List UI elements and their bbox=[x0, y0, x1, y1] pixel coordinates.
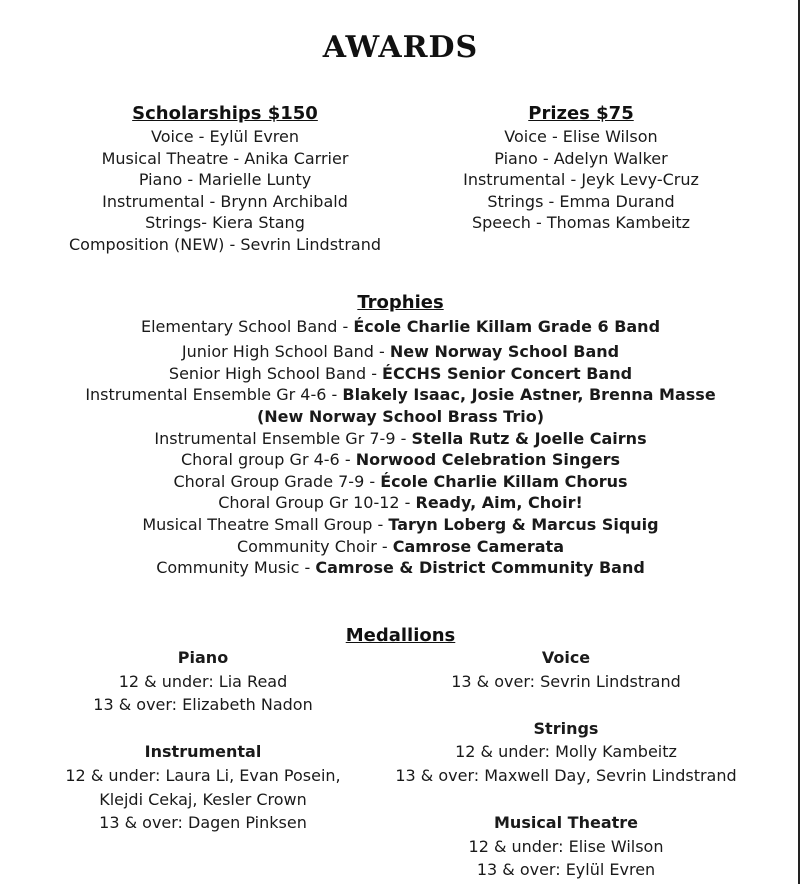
trophy-winner: Stella Rutz & Joelle Cairns bbox=[411, 428, 647, 448]
trophy-winner: École Charlie Killam Chorus bbox=[380, 471, 628, 491]
trophy-category: Community Music - bbox=[156, 558, 316, 578]
scholarship-item: Strings- Kiera Stang bbox=[145, 213, 305, 233]
scholarship-item: Composition (NEW) - Sevrin Lindstrand bbox=[69, 234, 381, 254]
scholarship-item: Voice - Eylül Evren bbox=[150, 127, 299, 146]
trophies-heading: Trophies bbox=[357, 292, 444, 313]
trophy-item bbox=[0, 471, 801, 493]
trophy-winner: Camrose Camerata bbox=[392, 536, 564, 556]
trophy-category: Community Choir - bbox=[237, 536, 393, 556]
trophy-item bbox=[0, 492, 801, 514]
scholarships-heading: Scholarships $150 bbox=[132, 103, 318, 124]
trophy-winner: Blakely Isaac, Josie Astner, Brenna Masse bbox=[342, 385, 716, 405]
medallion-winner: 12 & under: Molly Kambeitz bbox=[455, 742, 677, 762]
spacer bbox=[0, 717, 406, 741]
medallion-category-voice: Voice bbox=[541, 648, 591, 667]
prizes-heading: Prizes $75 bbox=[528, 103, 634, 124]
trophy-item bbox=[0, 384, 801, 406]
trophy-item bbox=[0, 536, 801, 558]
medallion-winner: Klejdi Cekaj, Kesler Crown bbox=[99, 789, 307, 809]
trophy-item bbox=[0, 514, 801, 536]
medallion-category-musical-theatre: Musical Theatre bbox=[494, 813, 638, 833]
trophy-winner: Ready, Aim, Choir! bbox=[415, 493, 583, 513]
trophy-category: Elementary School Band - bbox=[140, 316, 354, 336]
medallion-category-piano: Piano bbox=[177, 648, 229, 667]
trophy-item bbox=[0, 341, 801, 363]
medallion-category-instrumental: Instrumental bbox=[144, 742, 262, 762]
medallion-category-strings: Strings bbox=[533, 718, 599, 738]
prize-item: Instrumental - Jeyk Levy-Cruz bbox=[463, 170, 699, 190]
medallion-winner: 13 & over: Sevrin Lindstrand bbox=[451, 671, 681, 691]
trophy-item bbox=[0, 557, 801, 579]
trophy-category: Choral group Gr 4-6 - bbox=[180, 450, 356, 470]
medallions-heading: Medallions bbox=[345, 625, 456, 646]
medallion-winner: 12 & under: Elise Wilson bbox=[468, 836, 664, 856]
trophy-category: Choral Group Gr 10-12 - bbox=[218, 493, 416, 513]
medallions-left-column bbox=[0, 646, 406, 835]
prize-item: Speech - Thomas Kambeitz bbox=[471, 213, 691, 233]
medallion-winner: 12 & under: Laura Li, Evan Posein, bbox=[65, 765, 341, 785]
trophy-category: Instrumental Ensemble Gr 7-9 - bbox=[154, 428, 412, 448]
trophy-winner: Taryn Loberg & Marcus Siquig bbox=[388, 514, 659, 534]
prize-item: Strings - Emma Durand bbox=[487, 191, 675, 211]
medallions-right-column bbox=[366, 646, 766, 882]
medallion-winner: 13 & over: Elizabeth Nadon bbox=[93, 695, 313, 715]
trophy-winner: Camrose & District Community Band bbox=[315, 558, 645, 578]
trophy-item bbox=[0, 449, 801, 471]
prizes-section bbox=[380, 102, 782, 234]
prize-item: Piano - Adelyn Walker bbox=[494, 148, 668, 168]
scholarship-item: Instrumental - Brynn Archibald bbox=[102, 191, 348, 211]
page-title: AWARDS bbox=[322, 30, 479, 65]
prize-item: Voice - Elise Wilson bbox=[504, 127, 658, 146]
spacer bbox=[366, 693, 766, 717]
trophy-winner: École Charlie Killam Grade 6 Band bbox=[353, 316, 661, 336]
trophy-item bbox=[0, 316, 801, 338]
medallion-winner: 12 & under: Lia Read bbox=[118, 671, 288, 691]
medallion-winner: 13 & over: Eylül Evren bbox=[476, 860, 656, 880]
scholarship-item: Piano - Marielle Lunty bbox=[138, 170, 312, 190]
trophy-winner: New Norway School Band bbox=[389, 342, 620, 362]
trophy-item bbox=[0, 363, 801, 385]
trophy-category: Musical Theatre Small Group - bbox=[142, 514, 389, 534]
trophy-item bbox=[0, 428, 801, 450]
medallion-winner: 13 & over: Maxwell Day, Sevrin Lindstrand bbox=[395, 765, 737, 785]
medallion-winner: 13 & over: Dagen Pinksen bbox=[99, 813, 307, 833]
spacer bbox=[366, 788, 766, 812]
trophy-winner: ÉCCHS Senior Concert Band bbox=[382, 363, 633, 383]
trophy-category: Choral Group Grade 7-9 - bbox=[173, 471, 381, 491]
trophy-winner: Norwood Celebration Singers bbox=[355, 450, 621, 470]
trophies-section bbox=[0, 292, 801, 579]
trophy-category: Senior High School Band - bbox=[168, 363, 383, 383]
trophy-category: Junior High School Band - bbox=[181, 342, 390, 362]
trophy-winner-continued: (New Norway School Brass Trio) bbox=[256, 406, 545, 426]
trophy-category: Instrumental Ensemble Gr 4-6 - bbox=[85, 385, 343, 405]
scholarship-item: Musical Theatre - Anika Carrier bbox=[101, 148, 349, 168]
